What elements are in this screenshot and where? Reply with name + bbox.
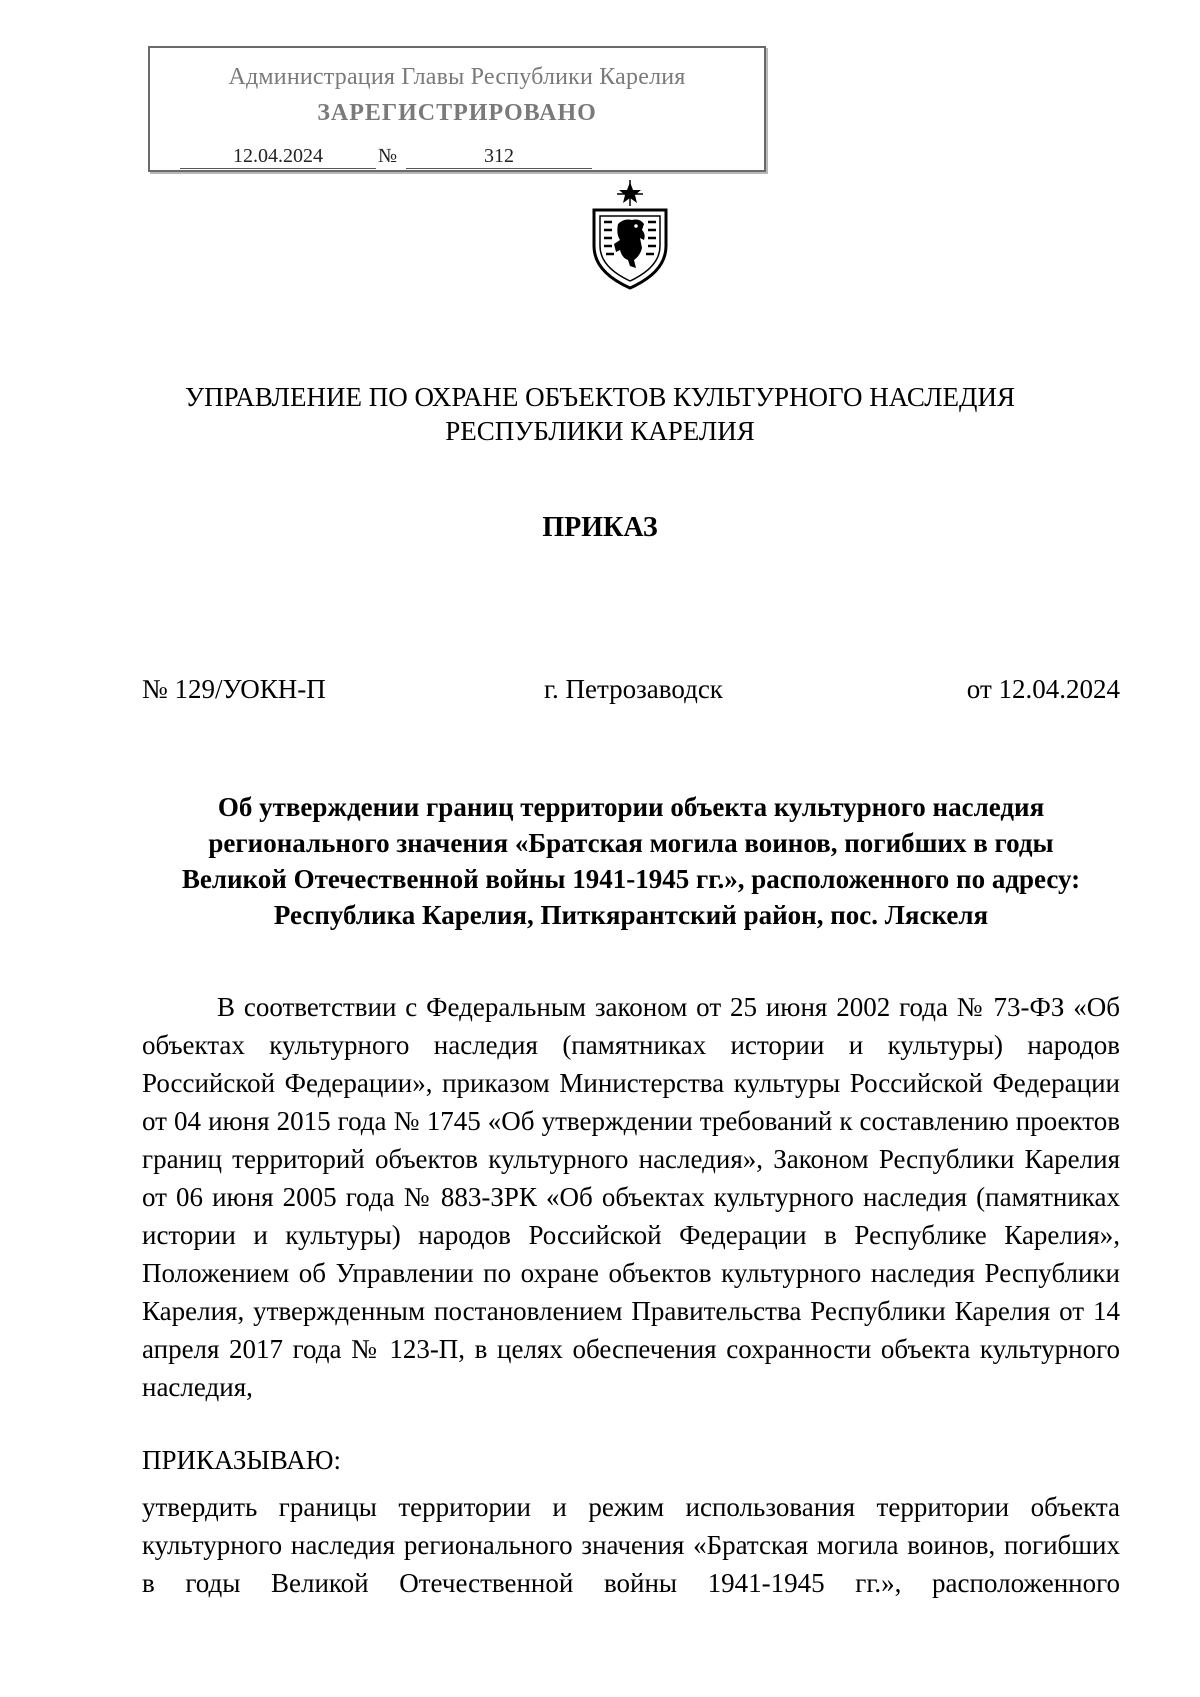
stamp-number-label: № [378, 145, 398, 167]
preamble-paragraph: В соответствии с Федеральным законом от 25 июня 2002 года № 73-ФЗ «Об объектах культурного наследия (памятниках истории и культуры) народов Российской Федерации», приказом Министерства культуры Российской Федерации от 04 июня 2015 года № 1745 «Об утверждении требований к составлению проектов границ территорий объектов культурного наследия», Законом Республики Карелия от 06 июня 2005 года № 883-ЗРК «Об объектах культурного наследия (памятниках истории и культуры) народов Российской Федерации в Республике Карелия», Положением об Управлении по охране объектов культурного наследия Республики Карелия, утвержденным постановлением Правительства Республики Карелия от 14 апреля 2017 года № 123-П, в целях обеспечения сохранности объекта культурного наследия, [142, 992, 1120, 1402]
title-line-4: Республика Карелия, Питкярантский район, пос. Ляскеля [273, 900, 989, 930]
title-line-3: Великой Отечественной войны 1941-1945 гг.», расположенного по адресу: [181, 864, 1081, 894]
karelia-coat-of-arms-icon [584, 180, 676, 292]
stamp-authority: Администрация Главы Республики Карелия [228, 64, 686, 90]
document-type: ПРИКАЗ [542, 512, 658, 543]
stamp-date: 12.04.2024 [180, 144, 376, 169]
order-body: утвердить границы территории и режим использования территории объекта культурного наследия регионального значения «Братская могила воинов, погибших в годы Великой Отечественной войны 1941-1945 гг.», расположенного [142, 1492, 1120, 1598]
stamp-status: ЗАРЕГИСТРИРОВАНО [317, 100, 597, 126]
organization-line-2: РЕСПУБЛИКИ КАРЕЛИЯ [445, 416, 755, 446]
title-line-2: регионального значения «Братская могила воинов, погибших в годы [208, 828, 1054, 858]
document-date: от 12.04.2024 [966, 674, 1120, 704]
registration-stamp [148, 46, 766, 172]
document-number: № 129/УОКН-П [142, 674, 326, 704]
title-line-1: Об утверждении границ территории объекта культурного наследия [217, 792, 1045, 822]
organization-name [0, 380, 1200, 448]
stamp-number: 312 [406, 144, 592, 169]
document-city: г. Петрозаводск [544, 674, 723, 704]
organization-line-1: УПРАВЛЕНИЕ ПО ОХРАНЕ ОБЪЕКТОВ КУЛЬТУРНОГО НАСЛЕДИЯ [185, 382, 1015, 412]
document-title [142, 789, 1120, 933]
order-heading: ПРИКАЗЫВАЮ: [142, 1445, 341, 1475]
